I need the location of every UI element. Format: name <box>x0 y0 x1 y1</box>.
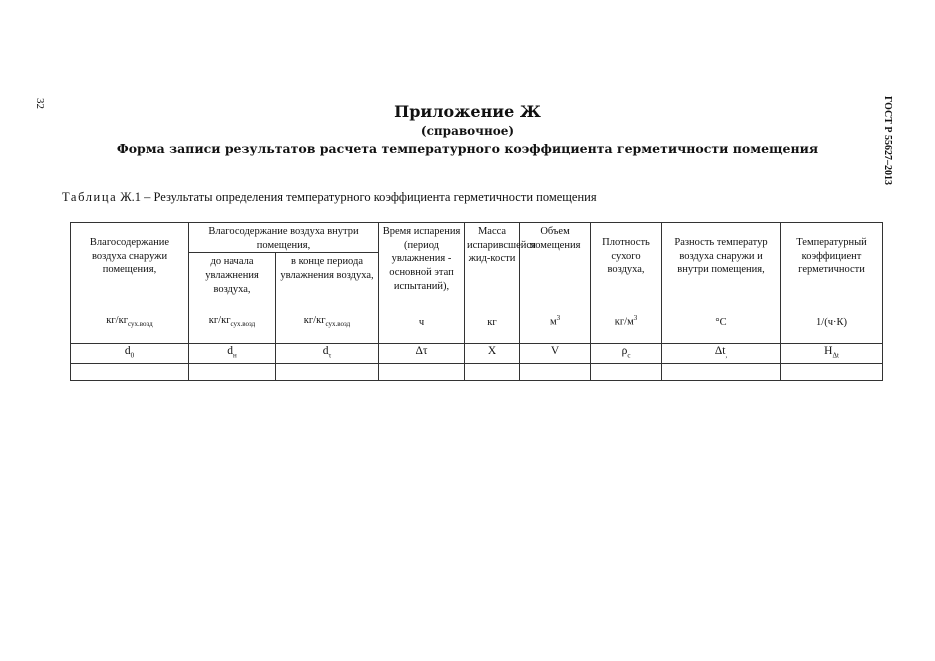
header-evaporation-time: Время испарения (период увлажнения - основной этап испытаний), ч <box>379 223 465 344</box>
header-evaporated-mass: Масса испаривсшейся жид-кости кг <box>465 223 520 344</box>
appendix-title: Приложение Ж <box>394 102 541 121</box>
empty-data-row <box>71 364 883 381</box>
data-cell[interactable] <box>276 364 379 381</box>
document-code: ГОСТ Р 55627–2013 <box>882 96 893 186</box>
header-humidity-after: в конце периода увлажнения воздуха, $кг/кг_{сух.возд}$ <box>276 253 379 344</box>
symbol-cell: $H_{\Delta t}$ <box>781 344 883 364</box>
symbol-cell: $d_\tau$ <box>276 344 379 364</box>
data-cell[interactable] <box>189 364 276 381</box>
symbol-cell: $d_0$ <box>71 344 189 364</box>
header-temperature-difference: Разность температур воздуха снаружи и внутри помещения, °С <box>662 223 781 344</box>
symbol-row <box>71 344 883 364</box>
caption-number: Ж.1 <box>120 190 141 204</box>
caption-label: Таблица <box>62 190 118 204</box>
header-room-volume: Объем помещения $м^3$ <box>520 223 591 344</box>
page-number: 32 <box>34 98 46 109</box>
symbol-cell: Δτ <box>379 344 465 364</box>
data-cell[interactable] <box>662 364 781 381</box>
data-cell[interactable] <box>465 364 520 381</box>
header-humidity-before: до начала увлажнения воздуха, $кг/кг_{сух.возд}$ <box>189 253 276 344</box>
data-cell[interactable] <box>520 364 591 381</box>
caption-text: – Результаты определения температурного коэффициента герметичности помещения <box>144 190 597 204</box>
header-inside-humidity-group: Влагосодержание воздуха внутри помещения, <box>189 223 379 253</box>
form-title: Форма записи результатов расчета температурного коэффициента герметичности помещения <box>116 141 819 156</box>
appendix-type: (справочное) <box>420 124 515 138</box>
symbol-cell: $\rho_с$ <box>591 344 662 364</box>
data-cell[interactable] <box>71 364 189 381</box>
data-cell[interactable] <box>591 364 662 381</box>
symbol-cell: $\Delta t_,$ <box>662 344 781 364</box>
header-air-density: Плотность сухого воздуха, $кг/м^3$ <box>591 223 662 344</box>
header-outside-humidity: Влагосодержание воздуха снаружи помещения, $кг/кг_{сух.возд}$ <box>71 223 189 344</box>
symbol-cell: V <box>520 344 591 364</box>
symbol-cell: $d_н$ <box>189 344 276 364</box>
data-cell[interactable] <box>781 364 883 381</box>
header-tightness-coefficient: Температурный коэффициент герметичности 1/(ч·К) <box>781 223 883 344</box>
table-caption <box>62 190 597 205</box>
data-cell[interactable] <box>379 364 465 381</box>
results-table <box>70 222 883 381</box>
symbol-cell: X <box>465 344 520 364</box>
